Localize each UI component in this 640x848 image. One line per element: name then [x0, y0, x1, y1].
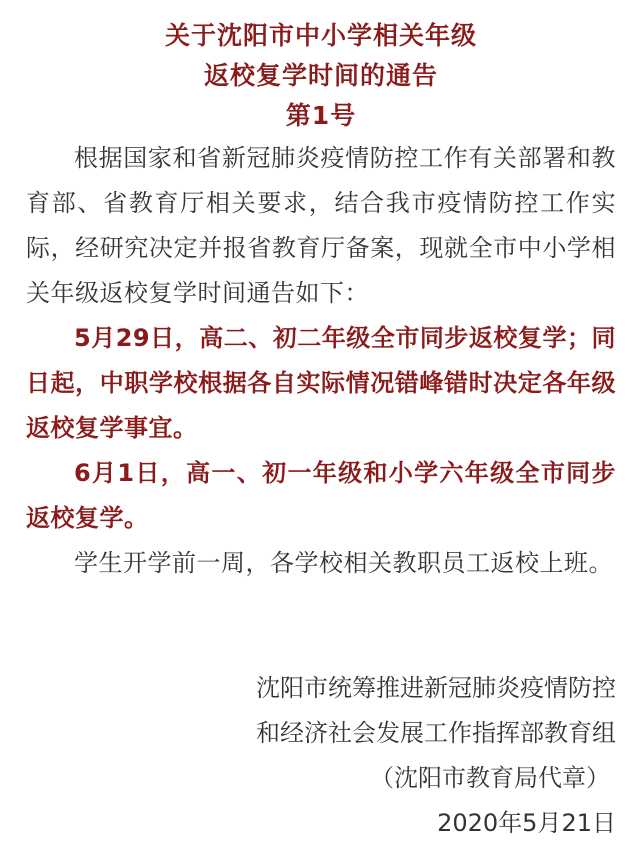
staff-paragraph: 学生开学前一周，各学校相关教职员工返校上班。 [74, 549, 613, 577]
signature-org-line-2: 和经济社会发展工作指挥部教育组 [256, 719, 616, 747]
signature-block [256, 666, 616, 846]
schedule-paragraph-may29: 5月29日，高二、初二年级全市同步返校复学；同日起，中职学校根据各自实际情况错峰错时决定各年级返校复学事宜。 [26, 324, 616, 442]
signature-date: 2020年5月21日 [437, 809, 616, 837]
notice-body [26, 136, 616, 586]
signature-stamp-note: （沈阳市教育局代章） [370, 764, 610, 792]
notice-title [26, 16, 616, 136]
schedule-paragraph-jun1: 6月1日，高一、初一年级和小学六年级全市同步返校复学。 [26, 459, 616, 532]
intro-paragraph: 根据国家和省新冠肺炎疫情防控工作有关部署和教育部、省教育厅相关要求，结合我市疫情防控工作实际，经研究决定并报省教育厅备案，现就全市中小学相关年级返校复学时间通告如下： [26, 144, 616, 307]
notice-number: 第1号 [285, 101, 357, 130]
title-line-2: 返校复学时间的通告 [203, 61, 438, 90]
signature-org-line-1: 沈阳市统筹推进新冠肺炎疫情防控 [256, 674, 616, 702]
title-line-1: 关于沈阳市中小学相关年级 [164, 21, 477, 50]
